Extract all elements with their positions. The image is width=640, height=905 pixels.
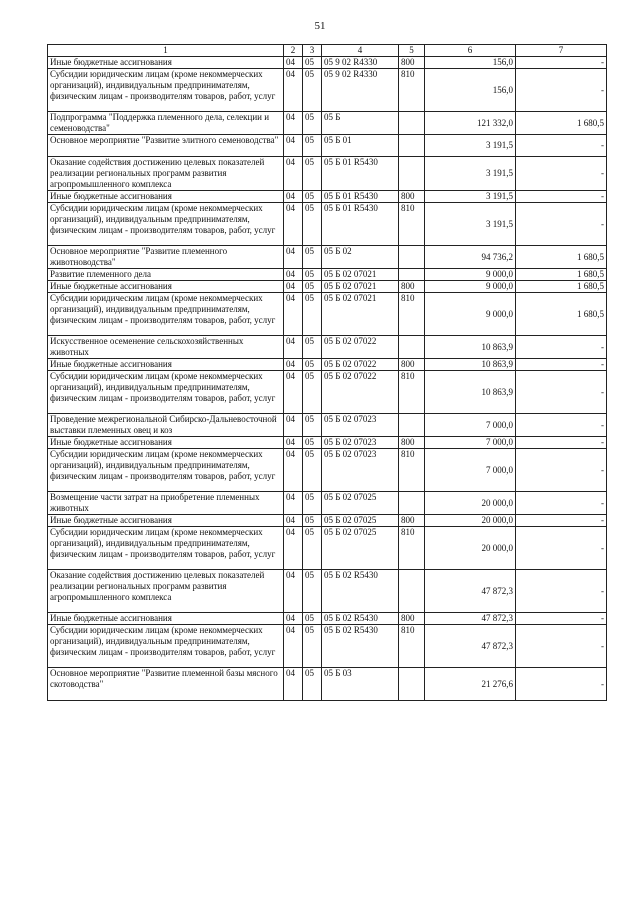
- column-header: 2: [284, 45, 303, 57]
- row-csr: 05 Б 02 07021: [322, 269, 399, 281]
- row-pr: 05: [303, 437, 322, 449]
- row-pr: 05: [303, 613, 322, 625]
- row-pr: 05: [303, 246, 322, 269]
- row-name: Возмещение части затрат на приобретение племенных животных: [48, 492, 284, 515]
- row-pr: 05: [303, 492, 322, 515]
- row-sum: 47 872,3: [425, 613, 516, 625]
- row-sum2: -: [516, 336, 607, 359]
- table-row: [48, 515, 607, 527]
- row-rz: 04: [284, 437, 303, 449]
- row-name: Подпрограмма "Поддержка племенного дела, селекции и семеноводства": [48, 112, 284, 135]
- row-pr: 05: [303, 157, 322, 191]
- row-rz: 04: [284, 570, 303, 613]
- row-csr: 05 Б 02 07023: [322, 414, 399, 437]
- row-name: Оказание содействия достижению целевых показателей реализации региональных программ развития агропромышленного комплекса: [48, 157, 284, 191]
- row-csr: 05 Б 02 07025: [322, 515, 399, 527]
- table-row: [48, 414, 607, 437]
- row-sum: 121 332,0: [425, 112, 516, 135]
- row-rz: 04: [284, 668, 303, 701]
- row-pr: 05: [303, 281, 322, 293]
- row-vr: [399, 336, 425, 359]
- table-row: [48, 449, 607, 492]
- row-sum: 9 000,0: [425, 269, 516, 281]
- row-sum2: -: [516, 191, 607, 203]
- row-pr: 05: [303, 371, 322, 414]
- row-sum2: -: [516, 625, 607, 668]
- row-name: Субсидии юридическим лицам (кроме некоммерческих организаций), индивидуальным предпринимателям, физическим лицам - производителям товаров, работ, услуг: [48, 449, 284, 492]
- row-pr: 05: [303, 293, 322, 336]
- row-sum2: 1 680,5: [516, 281, 607, 293]
- row-rz: 04: [284, 625, 303, 668]
- column-header: 7: [516, 45, 607, 57]
- row-vr: [399, 157, 425, 191]
- table-row: [48, 135, 607, 157]
- table-row: [48, 613, 607, 625]
- table-row: [48, 281, 607, 293]
- row-csr: 05 Б 02 07025: [322, 527, 399, 570]
- row-rz: 04: [284, 414, 303, 437]
- row-pr: 05: [303, 359, 322, 371]
- row-csr: 05 Б 02 07021: [322, 293, 399, 336]
- row-name: Оказание содействия достижению целевых показателей реализации региональных программ развития агропромышленного комплекса: [48, 570, 284, 613]
- row-vr: 810: [399, 449, 425, 492]
- row-rz: 04: [284, 492, 303, 515]
- row-csr: 05 Б 02 07023: [322, 437, 399, 449]
- row-sum: 7 000,0: [425, 414, 516, 437]
- row-rz: 04: [284, 57, 303, 69]
- row-csr: 05 Б 02 07022: [322, 359, 399, 371]
- row-sum2: 1 680,5: [516, 112, 607, 135]
- row-sum2: -: [516, 135, 607, 157]
- table-row: [48, 492, 607, 515]
- row-name: Субсидии юридическим лицам (кроме некоммерческих организаций), индивидуальным предпринимателям, физическим лицам - производителям товаров, работ, услуг: [48, 625, 284, 668]
- row-vr: 800: [399, 191, 425, 203]
- row-pr: 05: [303, 414, 322, 437]
- row-sum: 10 863,9: [425, 359, 516, 371]
- row-vr: 800: [399, 515, 425, 527]
- row-vr: 800: [399, 359, 425, 371]
- row-sum2: -: [516, 668, 607, 701]
- row-sum2: -: [516, 437, 607, 449]
- row-vr: [399, 414, 425, 437]
- row-rz: 04: [284, 112, 303, 135]
- table-row: [48, 203, 607, 246]
- row-sum: 3 191,5: [425, 203, 516, 246]
- table-row: [48, 57, 607, 69]
- row-sum: 20 000,0: [425, 492, 516, 515]
- row-vr: [399, 112, 425, 135]
- row-name: Основное мероприятие "Развитие племенного животноводства": [48, 246, 284, 269]
- row-sum: 9 000,0: [425, 293, 516, 336]
- column-header: 6: [425, 45, 516, 57]
- table-row: [48, 625, 607, 668]
- row-pr: 05: [303, 269, 322, 281]
- row-sum2: -: [516, 527, 607, 570]
- table-row: [48, 191, 607, 203]
- row-csr: 05 Б 02: [322, 246, 399, 269]
- row-sum2: -: [516, 492, 607, 515]
- row-name: Иные бюджетные ассигнования: [48, 191, 284, 203]
- row-sum: 3 191,5: [425, 157, 516, 191]
- row-pr: 05: [303, 112, 322, 135]
- row-name: Иные бюджетные ассигнования: [48, 281, 284, 293]
- table-header-row: [48, 45, 607, 57]
- row-vr: 800: [399, 437, 425, 449]
- row-sum: 156,0: [425, 69, 516, 112]
- column-header: 1: [48, 45, 284, 57]
- row-name: Искусственное осеменение сельскохозяйственных животных: [48, 336, 284, 359]
- row-pr: 05: [303, 570, 322, 613]
- row-name: Субсидии юридическим лицам (кроме некоммерческих организаций), индивидуальным предпринимателям, физическим лицам - производителям товаров, работ, услуг: [48, 527, 284, 570]
- row-sum2: -: [516, 449, 607, 492]
- row-csr: 05 9 02 R4330: [322, 57, 399, 69]
- row-rz: 04: [284, 269, 303, 281]
- row-csr: 05 Б 02 R5430: [322, 570, 399, 613]
- row-rz: 04: [284, 157, 303, 191]
- row-sum: 10 863,9: [425, 371, 516, 414]
- row-name: Основное мероприятие "Развитие элитного семеноводства": [48, 135, 284, 157]
- row-sum: 47 872,3: [425, 570, 516, 613]
- row-csr: 05 Б 02 07022: [322, 371, 399, 414]
- row-csr: 05 Б 01: [322, 135, 399, 157]
- row-vr: 800: [399, 613, 425, 625]
- row-sum2: -: [516, 359, 607, 371]
- row-sum: 7 000,0: [425, 449, 516, 492]
- row-sum2: -: [516, 414, 607, 437]
- row-rz: 04: [284, 527, 303, 570]
- table-row: [48, 570, 607, 613]
- page-number: 51: [314, 20, 326, 32]
- table-row: [48, 437, 607, 449]
- row-sum2: -: [516, 515, 607, 527]
- row-rz: 04: [284, 613, 303, 625]
- row-vr: 810: [399, 527, 425, 570]
- row-vr: 810: [399, 625, 425, 668]
- row-sum: 20 000,0: [425, 515, 516, 527]
- row-pr: 05: [303, 69, 322, 112]
- row-sum: 21 276,6: [425, 668, 516, 701]
- row-vr: 810: [399, 203, 425, 246]
- budget-table: [47, 44, 607, 701]
- table-row: [48, 246, 607, 269]
- row-sum2: -: [516, 203, 607, 246]
- row-name: Субсидии юридическим лицам (кроме некоммерческих организаций), индивидуальным предпринимателям, физическим лицам - производителям товаров, работ, услуг: [48, 371, 284, 414]
- row-name: Субсидии юридическим лицам (кроме некоммерческих организаций), индивидуальным предпринимателям, физическим лицам - производителям товаров, работ, услуг: [48, 203, 284, 246]
- row-rz: 04: [284, 191, 303, 203]
- table-row: [48, 527, 607, 570]
- row-rz: 04: [284, 135, 303, 157]
- row-sum2: -: [516, 613, 607, 625]
- table-body: [48, 45, 607, 701]
- row-name: Субсидии юридическим лицам (кроме некоммерческих организаций), индивидуальным предпринимателям, физическим лицам - производителям товаров, работ, услуг: [48, 69, 284, 112]
- row-vr: [399, 492, 425, 515]
- row-sum2: -: [516, 157, 607, 191]
- row-sum: 94 736,2: [425, 246, 516, 269]
- table-row: [48, 293, 607, 336]
- row-sum2: 1 680,5: [516, 246, 607, 269]
- row-rz: 04: [284, 246, 303, 269]
- table-row: [48, 157, 607, 191]
- row-rz: 04: [284, 359, 303, 371]
- row-rz: 04: [284, 515, 303, 527]
- row-pr: 05: [303, 625, 322, 668]
- row-sum: 3 191,5: [425, 191, 516, 203]
- column-header: 3: [303, 45, 322, 57]
- column-header: 4: [322, 45, 399, 57]
- row-csr: 05 9 02 R4330: [322, 69, 399, 112]
- row-sum2: 1 680,5: [516, 293, 607, 336]
- row-sum: 7 000,0: [425, 437, 516, 449]
- row-csr: 05 Б 01 R5430: [322, 203, 399, 246]
- row-sum: 47 872,3: [425, 625, 516, 668]
- row-rz: 04: [284, 281, 303, 293]
- row-csr: 05 Б 01 R5430: [322, 157, 399, 191]
- row-sum: 10 863,9: [425, 336, 516, 359]
- row-vr: [399, 668, 425, 701]
- table-row: [48, 69, 607, 112]
- row-vr: [399, 246, 425, 269]
- row-csr: 05 Б 02 07023: [322, 449, 399, 492]
- table-row: [48, 269, 607, 281]
- row-pr: 05: [303, 515, 322, 527]
- row-sum2: -: [516, 371, 607, 414]
- row-vr: [399, 570, 425, 613]
- table-row: [48, 359, 607, 371]
- table-row: [48, 668, 607, 701]
- row-pr: 05: [303, 191, 322, 203]
- row-csr: 05 Б 02 07022: [322, 336, 399, 359]
- row-rz: 04: [284, 69, 303, 112]
- row-sum: 9 000,0: [425, 281, 516, 293]
- row-sum2: -: [516, 57, 607, 69]
- row-rz: 04: [284, 449, 303, 492]
- row-rz: 04: [284, 371, 303, 414]
- row-sum: 20 000,0: [425, 527, 516, 570]
- row-pr: 05: [303, 57, 322, 69]
- row-csr: 05 Б 02 07021: [322, 281, 399, 293]
- row-name: Иные бюджетные ассигнования: [48, 57, 284, 69]
- row-pr: 05: [303, 668, 322, 701]
- row-name: Субсидии юридическим лицам (кроме некоммерческих организаций), индивидуальным предпринимателям, физическим лицам - производителям товаров, работ, услуг: [48, 293, 284, 336]
- row-pr: 05: [303, 135, 322, 157]
- row-vr: 800: [399, 281, 425, 293]
- row-vr: 800: [399, 57, 425, 69]
- row-name: Развитие племенного дела: [48, 269, 284, 281]
- row-csr: 05 Б 02 R5430: [322, 613, 399, 625]
- row-csr: 05 Б 03: [322, 668, 399, 701]
- row-csr: 05 Б 01 R5430: [322, 191, 399, 203]
- row-rz: 04: [284, 203, 303, 246]
- row-name: Иные бюджетные ассигнования: [48, 437, 284, 449]
- row-vr: 810: [399, 69, 425, 112]
- row-name: Иные бюджетные ассигнования: [48, 359, 284, 371]
- table-row: [48, 112, 607, 135]
- row-name: Проведение межрегиональной Сибирско-Дальневосточной выставки племенных овец и коз: [48, 414, 284, 437]
- row-csr: 05 Б 02 R5430: [322, 625, 399, 668]
- row-csr: 05 Б: [322, 112, 399, 135]
- row-pr: 05: [303, 527, 322, 570]
- table-row: [48, 371, 607, 414]
- row-sum: 3 191,5: [425, 135, 516, 157]
- column-header: 5: [399, 45, 425, 57]
- row-sum: 156,0: [425, 57, 516, 69]
- row-sum2: -: [516, 570, 607, 613]
- row-name: Основное мероприятие "Развитие племенной базы мясного скотоводства": [48, 668, 284, 701]
- row-sum2: 1 680,5: [516, 269, 607, 281]
- row-name: Иные бюджетные ассигнования: [48, 613, 284, 625]
- row-pr: 05: [303, 203, 322, 246]
- row-pr: 05: [303, 336, 322, 359]
- row-rz: 04: [284, 293, 303, 336]
- row-vr: [399, 135, 425, 157]
- table-row: [48, 336, 607, 359]
- row-name: Иные бюджетные ассигнования: [48, 515, 284, 527]
- row-vr: [399, 269, 425, 281]
- row-csr: 05 Б 02 07025: [322, 492, 399, 515]
- row-rz: 04: [284, 336, 303, 359]
- row-sum2: -: [516, 69, 607, 112]
- row-vr: 810: [399, 371, 425, 414]
- row-vr: 810: [399, 293, 425, 336]
- row-pr: 05: [303, 449, 322, 492]
